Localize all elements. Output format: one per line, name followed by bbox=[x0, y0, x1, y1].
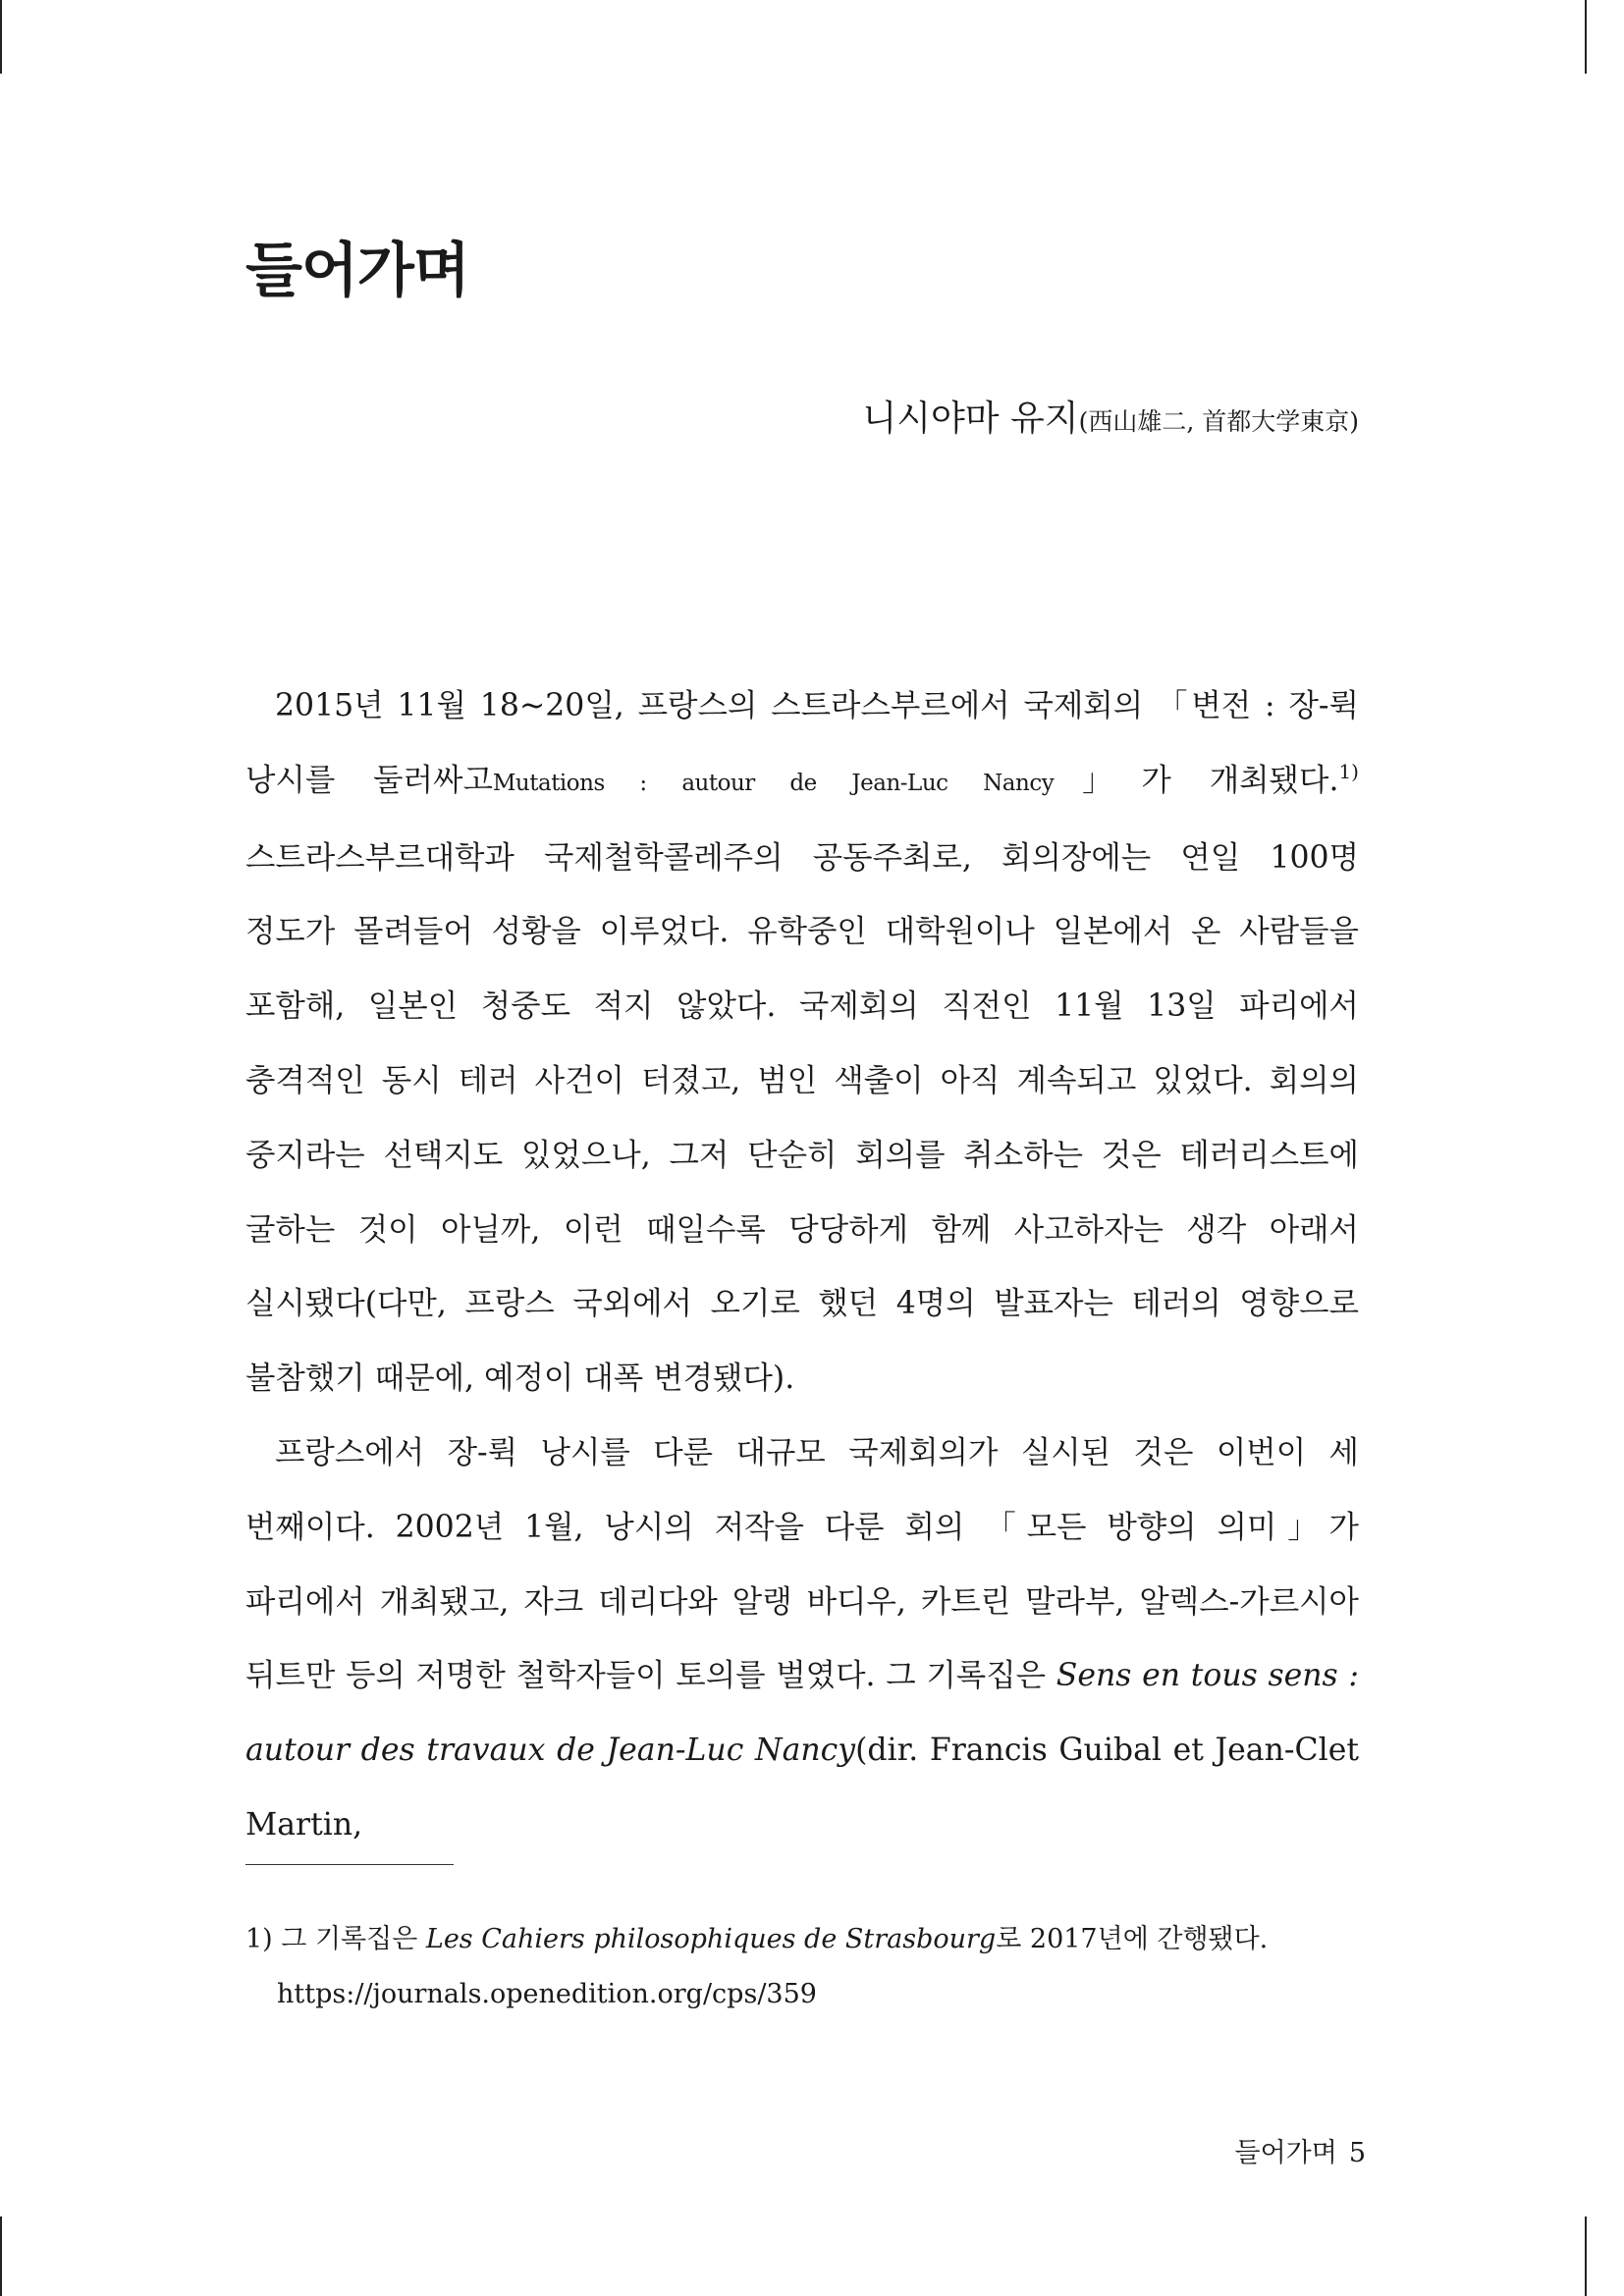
footnote-1-url: https://journals.openedition.org/cps/359 bbox=[277, 1979, 817, 2009]
body-text bbox=[245, 669, 1359, 1863]
page-number: 5 bbox=[1348, 2138, 1366, 2168]
crop-mark-top-right bbox=[1585, 0, 1587, 74]
crop-mark-top-left bbox=[0, 0, 2, 74]
footnote-1-marker: 1) bbox=[245, 1924, 273, 1954]
paragraph-1-text-d: 스트라스부르대학과 국제철학콜레주의 공동주최로, 회의장에는 연일 100명 정도가 몰려들어 성황을 이루었다. 유학중인 대학원이나 일본에서 온 사람들을 포함해, 일본인 청중도 적지 않았다. 국제회의 직전인 11월 13일 파리에서 충격적인 동시 테러 사건이 터졌고, 범인 색출이 아직 계속되고 있었다. 회의의 중지라는 선택지도 있었으나, 그저 단순히 회의를 취소하는 것은 테러리스트에 굴하는 것이 아닐까, 이런 때일수록 당당하게 함께 사고하자는 생각 아래서 실시됐다(다만, 프랑스 국외에서 오기로 했던 4명의 발표자는 테러의 영향으로 불참했기 때문에, 예정이 대폭 변경됐다). bbox=[245, 839, 1359, 1397]
paragraph-1-text-c: 」가 개최됐다. bbox=[1054, 762, 1339, 798]
paragraph-2-text-c: (dir. Francis Guibal et Jean-Clet Martin, bbox=[245, 1733, 1359, 1842]
paragraph-2 bbox=[245, 1416, 1359, 1863]
footnotes bbox=[245, 1912, 1359, 2022]
running-footer bbox=[1234, 2138, 1366, 2169]
paragraph-1 bbox=[245, 669, 1359, 1416]
paragraph-2-text-a: 프랑스에서 장-뤽 낭시를 다룬 대규모 국제회의가 실시된 것은 이번이 세 번째이다. 2002년 1월, 낭시의 저작을 다룬 회의 「모든 방향의 의미」가 파리에서 개최됐고, 자크 데리다와 알랭 바디우, 카트린 말라부, 알렉스-가르시아 뒤트만 등의 저명한 철학자들이 토의를 벌였다. 그 기록집은 bbox=[245, 1434, 1359, 1694]
footnote-1-text-c: 로 2017년에 간행됐다. bbox=[996, 1924, 1269, 1954]
chapter-title: 들어가며 bbox=[245, 237, 469, 305]
footnote-ref-1: 1) bbox=[1338, 759, 1359, 783]
author-name: 니시야마 유지 bbox=[862, 399, 1079, 439]
running-footer-title: 들어가며 bbox=[1234, 2138, 1337, 2168]
paragraph-1-text-a: 2015년 11월 18~20일, 프랑스의 스트라스부르에서 국제회의 「변전 : 장-뤽 낭시를 둘러싸고 bbox=[245, 688, 1359, 798]
author-affiliation: (西山雄二, 首都大学東京) bbox=[1078, 407, 1359, 436]
footnote-1 bbox=[245, 1912, 1359, 1967]
footnote-1-text-a: 그 기록집은 bbox=[272, 1924, 426, 1954]
crop-mark-bottom-right bbox=[1585, 2216, 1587, 2296]
book-title-italic: Sens en tous sens : autour des travaux de Jean-Luc Nancy bbox=[245, 1658, 1359, 1769]
author-line bbox=[862, 398, 1359, 440]
crop-mark-bottom-left bbox=[0, 2216, 2, 2296]
footnote-divider bbox=[245, 1864, 454, 1865]
conference-title-french: Mutations : autour de Jean-Luc Nancy bbox=[492, 770, 1055, 796]
footnote-1-journal-title: Les Cahiers philosophiques de Strasbourg bbox=[425, 1924, 997, 1954]
